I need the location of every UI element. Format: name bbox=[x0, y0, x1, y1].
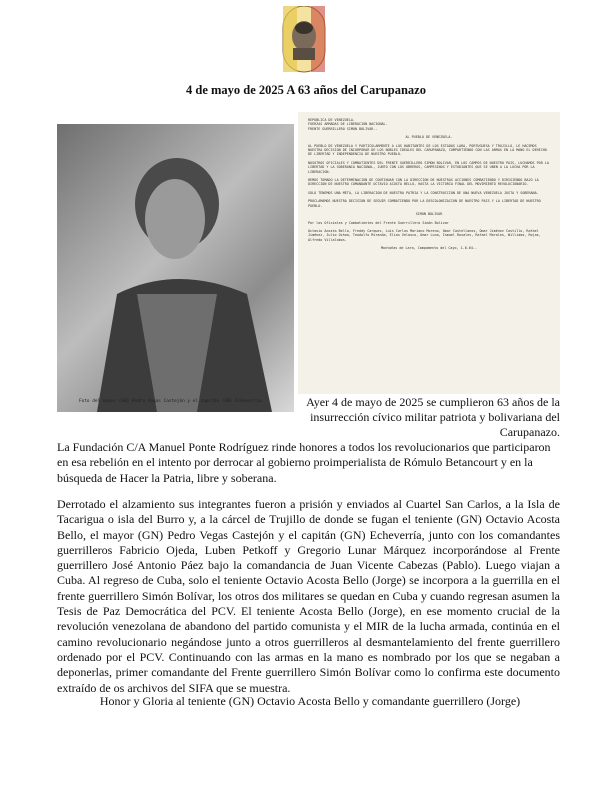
doc-header-3: FRENTE GUERRILLERO SIMON BOLIVAR.- bbox=[308, 126, 378, 131]
doc-footer: Por los Oficiales y Combatientes del Frente Guerrillero Simón Bolívar bbox=[308, 220, 449, 225]
soldier-photo bbox=[57, 124, 294, 412]
side-text: Ayer 4 de mayo de 2025 se cumplieron 63 años de la insurrección cívico militar patriota y bolivariana del Carupanazo. bbox=[306, 395, 560, 439]
doc-paragraph: PROCLAMAMOS NUESTRA DECISION DE SEGUIR COMBATIENDO POR LA DESCOLONIZACION DE NUESTRO PAIS Y LA LIBERTAD DE NUESTRO PUEBLO. bbox=[308, 199, 541, 208]
closing-line: Honor y Gloria al teniente (GN) Octavio Acosta Bello y comandante guerrillero (Jorge) bbox=[99, 694, 521, 708]
doc-header-2: FUERZAS ARMADAS DE LIBERACION NACIONAL. bbox=[308, 122, 388, 127]
foundation-logo bbox=[279, 6, 329, 78]
paragraph-2: Derrotado el alzamiento sus integrantes fueron a prisión y enviados al Cuartel San Carlos, a la Isla de Tacarigua o isla del Burro y, a la cárcel de Trujillo de donde se fugan el teniente (GN) Octavio Acosta Bello, el mayor (GN) Pedro Vegas Castejón y el capitán (GN) Echeverría, junto con los comandantes guerrilleros Fabricio Ojeda, Luben Petkoff y Gregorio Lunar Márquez incorporándose al Frente guerrillero José Antonio Páez bajo la comandancia de Juan Vicente Cabezas (Pablo). Luego viajan a Cuba. Al regreso de Cuba, solo el teniente Octavio Acosta Bello (Jorge) se incorpora a la guerrilla en el frente guerrillero Simón Bolívar, los otros dos militares se quedan en Cuba y cuando regresan asumen la Tesis de Paz Democrática del PCV. El teniente Acosta Bello (Jorge), en ese momento crucial de la revolución venezolana de abandono del partido comunista y el MIR de la lucha armada, continúa en el camino revolucionario negándose junto a otros guerrilleros al desmantelamiento del frente guerrillero ordenado por el PCV. Continuando con las armas en la mano es nombrado por los que se negaban a deponerlas, primer comandante del Frente guerrillero Simón Bolívar como lo confirma este documento extraído de os archivos del SIFA que se muestra. bbox=[57, 497, 560, 695]
page-title: 4 de mayo de 2025 A 63 años del Carupanazo bbox=[186, 83, 426, 97]
doc-signature: SIMON BOLIVAR bbox=[415, 212, 443, 217]
doc-paragraph: NOSOTROS OFICIALES Y COMBATIENTES DEL FRENTE GUERRILLERO SIMON BOLIVAR, EN LOS CAMPOS DE NUESTRO PAIS, LUCHAMOS POR LA LIBERTAD Y LA SOBERANIA NACIONAL, JUNTO CON LOS OBREROS, CAMPESINOS Y ESTUDIANTES QUE SE UNEN A LA LUCHA POR LA LIBERACION. bbox=[308, 160, 549, 174]
doc-paragraph: HEMOS TOMADO LA DETERMINACION DE CONTINUAR CON LA DIRECCION DE NUESTRAS ACCIONES COMBATIENDO Y DIRIGIENDO BAJO LA DIRECCION DE NUESTRO COMANDANTE OCTAVIO ACOSTA BELLO, HASTA LA VICTORIA FINAL DEL MOVIMIENTO REVOLUCIONARIO. bbox=[308, 178, 539, 187]
archive-document bbox=[298, 112, 560, 394]
doc-paragraph: AL PUEBLO DE VENEZUELA Y PARTICULARMENTE A LOS HABITANTES DE LOS ESTADOS LARA, PORTUGUESA Y TRUJILLO, LE HACEMOS NUESTRA DECISION DE INCORPORAR DE LOS NOBLES IDEALES DEL CARUPANAZO, COMPARTIENDO CON LAS ARMAS EN LA MANO EL DERECHO DE LIBERTAD Y INDEPENDENCIA DE NUESTRO PUEBLO. bbox=[308, 143, 547, 157]
doc-addressee: AL PUEBLO DE VENEZUELA. bbox=[405, 135, 453, 140]
doc-paragraph: SOLO TENEMOS UNA META, LA LIBERACION DE NUESTRA PATRIA Y LA CONSTRUCCION DE UNA NUEVA VENEZUELA JUSTA Y SOBERANA. bbox=[308, 190, 539, 195]
doc-place: Montañas de Lara, Campamento del Cayo, 1-6-64.- bbox=[381, 246, 477, 251]
doc-header-1: REPUBLICA DE VENEZUELA. bbox=[308, 118, 355, 122]
photo-caption: Foto del mayor (GN) Pedro Vegas Castejón y el capitán (GN) Echeverría. bbox=[79, 399, 265, 404]
soldier-figure bbox=[57, 124, 294, 412]
paragraph-1: La Fundación C/A Manuel Ponte Rodríguez rinde honores a todos los revolucionarios que participaron en esa rebelión en el intento por derrocar al gobierno proimperialista de Rómulo Betancourt y en la búsqueda de Hacer la Patria, libre y soberana. bbox=[57, 440, 551, 485]
doc-names: Octavio Acosta Bello, Freddy Carquez, Luis Carlos Mariano Moreno, Omar Castellanos, Omar Jiménez Castillo, Rafael Jiménez, Julio Ochoa, Teodolfo Miranda, Elías Velasco, Omar Luna, Ismael Rosales, Rafael Morales, Williams, Rojas, Alfredo Villalobos. bbox=[308, 228, 541, 242]
